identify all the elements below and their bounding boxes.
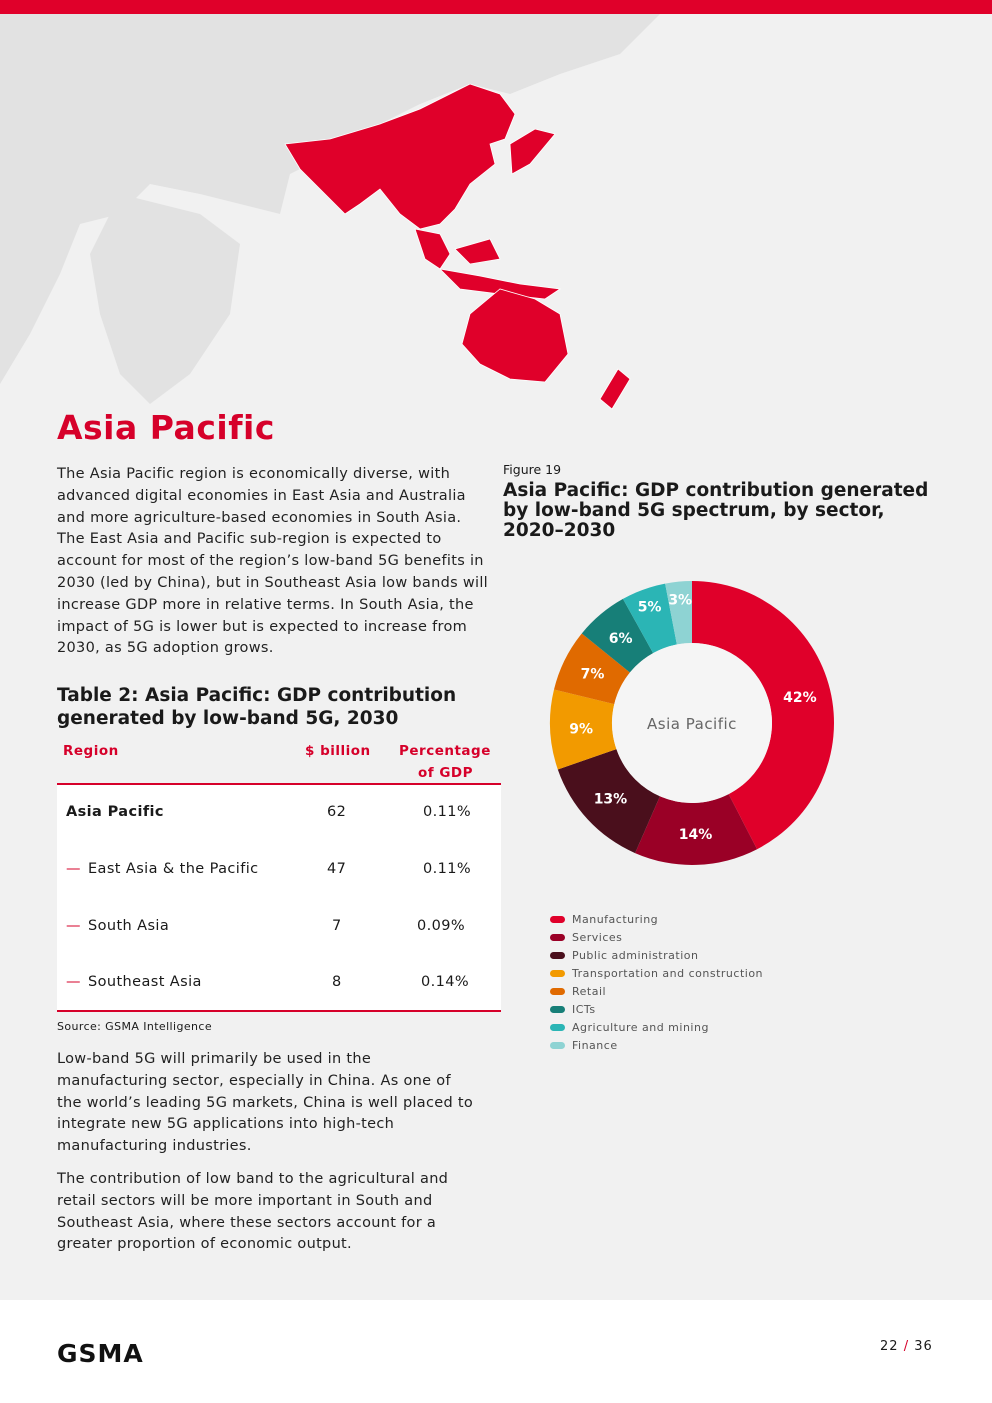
legend-swatch — [550, 1042, 565, 1049]
row-percentage: 0.11% — [423, 861, 472, 877]
slice-label: 14% — [678, 826, 713, 843]
slice-label: 9% — [569, 721, 594, 738]
slice-label: 3% — [668, 592, 693, 609]
legend-item — [550, 1018, 763, 1036]
table-title: Table 2: Asia Pacific: GDP contribution generated by low-band 5G, 2030 — [57, 685, 457, 729]
paragraph-agriculture: The contribution of low band to the agricultural and retail sectors will be more important in South and Southeast Asia, where these sectors account for a greater proportion of economic output. — [57, 1171, 449, 1253]
page-footer — [0, 1300, 992, 1403]
legend-swatch — [550, 916, 565, 923]
row-percentage: 0.14% — [421, 974, 470, 990]
table-source: Source: GSMA Intelligence — [57, 1020, 213, 1033]
sub-dash: — — [66, 861, 81, 877]
legend-label: Public administration — [572, 948, 699, 962]
chart-legend — [550, 910, 763, 1054]
legend-label: Manufacturing — [572, 912, 659, 926]
slice-label: 7% — [580, 666, 605, 683]
legend-item — [550, 910, 763, 928]
legend-item — [550, 1000, 763, 1018]
row-percentage: 0.09% — [417, 918, 466, 934]
row-billion: 62 — [327, 804, 347, 820]
gdp-table — [57, 785, 501, 1012]
legend-swatch — [550, 952, 565, 959]
header-region: Region — [63, 743, 119, 759]
legend-label: Retail — [572, 984, 607, 998]
total-pages: 36 — [914, 1339, 933, 1354]
legend-swatch — [550, 970, 565, 977]
slice-label: 42% — [783, 689, 817, 706]
row-percentage: 0.11% — [423, 804, 472, 820]
table-header — [57, 740, 501, 785]
header-billion: $ billion — [305, 743, 371, 759]
header-of-gdp: of GDP — [418, 765, 474, 781]
legend-label: ICTs — [572, 1002, 596, 1016]
paragraph-manufacturing: Low-band 5G will primarily be used in the manufacturing sector, especially in China. As one of the world’s leading 5G markets, China is well placed to integrate new 5G applications into high-tech manufacturing industries. — [57, 1051, 474, 1155]
figure-label: Figure 19 — [503, 462, 562, 477]
top-accent-bar — [0, 0, 992, 14]
sub-dash: — — [66, 918, 81, 934]
row-billion: 7 — [332, 918, 342, 934]
row-region: East Asia & the Pacific — [88, 861, 259, 877]
legend-label: Transportation and construction — [572, 966, 764, 980]
table-row — [57, 785, 501, 841]
legend-label: Finance — [572, 1038, 618, 1052]
asia-pacific-map — [0, 14, 992, 414]
legend-swatch — [550, 1006, 565, 1013]
table-row — [57, 842, 501, 898]
page-separator: / — [903, 1339, 910, 1354]
row-billion: 47 — [327, 861, 347, 877]
table-row — [57, 955, 501, 1011]
slice-label: 13% — [593, 791, 628, 808]
legend-swatch — [550, 988, 565, 995]
legend-item — [550, 946, 763, 964]
legend-item — [550, 1036, 763, 1054]
current-page: 22 — [880, 1339, 899, 1354]
page-heading: Asia Pacific — [57, 408, 275, 447]
legend-item — [550, 928, 763, 946]
row-region: Southeast Asia — [88, 974, 202, 990]
table-row — [57, 899, 501, 955]
legend-swatch — [550, 1024, 565, 1031]
legend-label: Services — [572, 930, 623, 944]
row-region: South Asia — [88, 918, 170, 934]
legend-swatch — [550, 934, 565, 941]
sub-dash: — — [66, 974, 81, 990]
sector-donut-chart — [540, 570, 850, 880]
header-percentage: Percentage — [399, 743, 491, 759]
figure-title: Asia Pacific: GDP contribution generated by low-band 5G spectrum, by sector, 2020–2030 — [503, 480, 929, 541]
row-billion: 8 — [332, 974, 342, 990]
gsma-logo: GSMA — [57, 1339, 144, 1368]
donut-center-label: Asia Pacific — [647, 715, 737, 733]
intro-paragraph: The Asia Pacific region is economically diverse, with advanced digital economies in East Asia and Australia and more agriculture-based economies in South Asia. The East Asia and Pacific sub-region is expected to account for most of the region’s low-band 5G benefits in 2030 (led by China), but in Southeast Asia low bands will increase GDP more in relative terms. In South Asia, the impact of 5G is lower but is expected to increase from 2030, as 5G adoption grows. — [57, 466, 488, 657]
slice-label: 5% — [637, 599, 662, 616]
legend-item — [550, 982, 763, 1000]
page-number — [880, 1339, 933, 1354]
slice-label: 6% — [608, 630, 633, 647]
legend-item — [550, 964, 763, 982]
legend-label: Agriculture and mining — [572, 1020, 709, 1034]
row-region: Asia Pacific — [66, 804, 164, 820]
